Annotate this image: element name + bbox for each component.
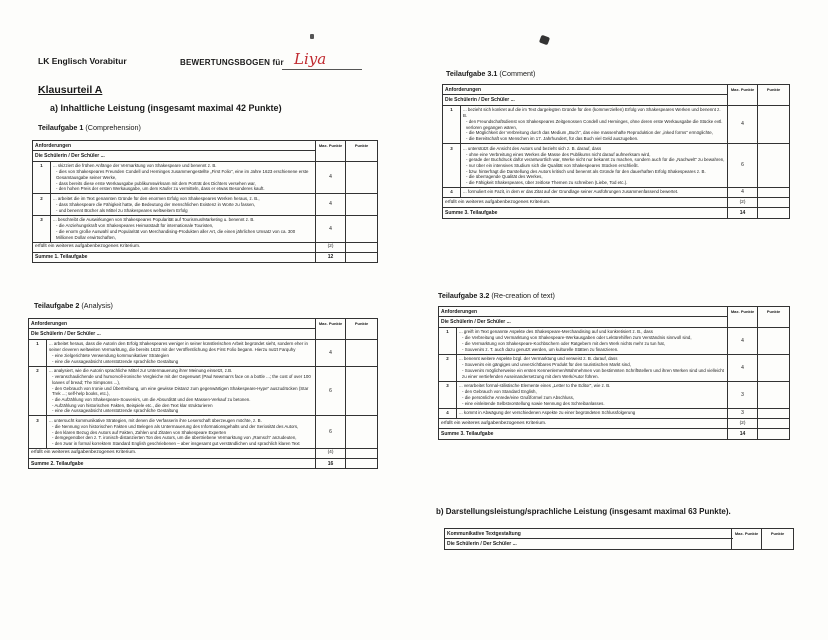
bullet-text: Aufzählung von historischen Fakten, Beispiele etc., die den Text klar strukturieren: [54, 402, 213, 408]
criterion-bullet: [53, 186, 313, 192]
criterion-bullet: [463, 180, 725, 186]
awarded-points-cell[interactable]: [758, 354, 790, 381]
extra-points-cell[interactable]: [758, 198, 790, 208]
bullet-text: den klaren Bezug des Autors auf Fakten, Zahlen und Zitaten von Shakespeare Experten: [54, 429, 227, 435]
bullet-dash: -: [466, 179, 469, 185]
criterion-lead: ... bezieht sich konkret auf die im Text dargelegten Gründe für den (kommerziellen) Erfolg von Shakespeares Werken und benennt z. B.: [463, 107, 721, 118]
extra-max: (2): [728, 419, 758, 429]
max-points: 3: [728, 408, 758, 418]
criterion-description: [47, 366, 316, 416]
max-points: 4: [316, 215, 346, 242]
section-b-title: b) Darstellungsleistung/sprachliche Leistung (insgesamt maximal 63 Punkte).: [436, 507, 731, 516]
bullet-text: eine einleitende Selbstvorstellung sowie Nennung des Schreibanlasses.: [464, 400, 605, 406]
bullet-dash: -: [56, 229, 59, 235]
bullet-text: die Verbreitung und Vermarktung von Shakespeare-Werkausgaben oder Lektürehilfen zum Verständnis sinnvoll sind,: [464, 335, 692, 341]
bullet-dash: -: [56, 223, 59, 229]
bullet-text: die Vermarktung von Shakespeare-Kochbüchern oder Ratgebern mit dem Werk nichts mehr zu tun hat,: [464, 341, 665, 347]
criterion-row: [29, 366, 378, 416]
points-header: Punkte: [758, 85, 790, 106]
sum-points-cell[interactable]: [346, 459, 378, 469]
awarded-points-cell[interactable]: [758, 381, 790, 408]
bullet-text: die Fähigkeit Shakespeares, über zeitlose Themen zu schreiben (Liebe, Tod etc.).: [468, 179, 628, 185]
criterion-lead: ... formuliert ein Fazit, in dem er das Zitat auf der Grundlage seiner Ausführungen zusammenfassend bewertet.: [463, 189, 679, 195]
task1-label-bold: Teilaufgabe 1: [38, 123, 84, 132]
criterion-row: [439, 381, 790, 408]
section-a-title: a) Inhaltliche Leistung (insgesamt maximal 42 Punkte): [50, 103, 282, 113]
extra-max: (2): [728, 198, 758, 208]
task1-rows: [33, 161, 378, 242]
sum-max: 14: [728, 429, 758, 439]
extra-criterion: erfüllt ein weiteres aufgabenbezogenes Kriterium.: [29, 448, 316, 458]
criterion-description: [461, 144, 728, 188]
bullet-text: dass Shakespeare die Fähigkeit hatte, die Bedeutung der menschlichen Existenz in Worte zu fassen,: [58, 202, 256, 208]
bullet-dash: -: [462, 389, 465, 395]
awarded-points-cell[interactable]: [758, 144, 790, 188]
bullet-dash: -: [466, 119, 469, 125]
bullet-text: dass bereits diese erste Werkausgabe publikumswirksam mit dem Porträt des Dichters versehen war,: [58, 180, 256, 186]
bullet-text: die überragende Qualität des Werkes,: [468, 174, 543, 180]
max-points: 3: [728, 381, 758, 408]
bullet-text: die Möglichkeit der Verbreitung durch das Medium „Buch", das eine massenhafte Reproduktion der „inked forms" ermöglichte,: [468, 130, 713, 136]
bullet-dash: -: [466, 151, 469, 157]
criterion-number: 4: [439, 408, 457, 418]
form-title: BEWERTUNGSBOGEN für: [180, 58, 284, 67]
req-header: Anforderungen: [29, 319, 316, 329]
bullet-text: die Bereitschaft von Menschen im 17. Jahrhundert, für das Buch viel Geld auszugeben.: [468, 135, 639, 141]
task1-label: [38, 123, 141, 132]
criterion-bullet: [459, 401, 725, 407]
bullet-dash: -: [52, 353, 55, 359]
criterion-number: 1: [33, 161, 51, 194]
bullet-dash: -: [466, 162, 469, 168]
extra-criterion: erfüllt ein weiteres aufgabenbezogenes Kriterium.: [33, 242, 316, 252]
task3-2-label-rest: (Re-creation of text): [489, 291, 555, 300]
criterion-lead: ... unterstützt die Ansicht des Autors und bezieht sich z. B. darauf, dass: [463, 145, 602, 151]
task3-1-label-rest: (Comment): [497, 69, 536, 78]
criterion-bullet: [49, 386, 313, 397]
criterion-row: [29, 339, 378, 366]
max-points: 4: [316, 161, 346, 194]
awarded-points-cell[interactable]: [758, 187, 790, 197]
criterion-lead: ... skizziert die frühen Anfänge der Vermarktung von Shakespeare und benennt z. B.: [53, 163, 217, 169]
student-header: Die Schülerin / Der Schüler ...: [443, 95, 728, 105]
criterion-row: [439, 354, 790, 381]
criterion-row: [443, 105, 790, 143]
task3-1-table: [442, 84, 790, 219]
criterion-lead: ... kommt in Abwägung der verschiedenen Aspekte zu einer begründeten Schlussfolgerung: [459, 410, 636, 416]
criterion-row: [29, 416, 378, 449]
req-header: Anforderungen: [443, 85, 728, 95]
bullet-dash: -: [52, 358, 55, 364]
criterion-description: [47, 339, 316, 366]
task3-2-rows: [439, 327, 790, 418]
student-header: Die Schülerin / Der Schüler ...: [33, 151, 316, 161]
criterion-number: 3: [33, 215, 51, 242]
bullet-dash: -: [52, 374, 55, 380]
bullet-text: gerade der Buchdruck dafür verantwortlich war, Werke nicht nur bekannt zu machen, sondern auch für die „Nachwelt" zu bewahren,: [468, 157, 725, 163]
max-points: 6: [728, 144, 758, 188]
criterion-row: [33, 194, 378, 215]
task2-rows: [29, 339, 378, 448]
bullet-dash: -: [52, 440, 55, 446]
criterion-bullet: [49, 408, 313, 414]
bullet-dash: -: [56, 186, 59, 192]
extra-max: (2): [316, 242, 346, 252]
awarded-points-cell[interactable]: [758, 105, 790, 143]
criterion-lead: ... benennt weitere Aspekte bzgl. der Vermarktung und verweist z. B. darauf, dass: [459, 356, 618, 362]
bullet-dash: -: [462, 346, 465, 352]
bullet-text: eine die Aussageabsicht unterstützende sprachliche Gestaltung: [54, 358, 179, 364]
bullet-dash: -: [466, 157, 469, 163]
bullet-text: den Gebrauch von Standard English,: [464, 389, 537, 395]
task3-1-rows: [443, 105, 790, 198]
sum-label: Summe 2. Teilaufgabe: [29, 459, 316, 469]
bullet-text: dies von Shakespeares Freunden Condell und Heminges zusammengestellte „First Folio", eine im Jahre 1623 erschienene erste Gesamtausgabe seiner Werke,: [56, 169, 309, 181]
criterion-lead: ... analysiert, wie die Autorin sprachliche Mittel zur Untermauerung ihrer Meinung einsetzt, z.B.: [49, 368, 233, 374]
student-header: Die Schülerin / Der Schüler ...: [439, 317, 728, 327]
task3-2-table: [438, 306, 790, 440]
criterion-description: [457, 408, 728, 418]
task1-label-rest: (Comprehension): [83, 123, 141, 132]
points-header: Punkte: [346, 141, 378, 162]
criterion-number: 2: [33, 194, 51, 215]
bullet-dash: -: [466, 168, 469, 174]
criterion-number: 2: [439, 354, 457, 381]
max-header: Max. Punkte: [732, 529, 762, 550]
criterion-number: 2: [29, 366, 47, 416]
criterion-bullet: [459, 347, 725, 353]
bullet-dash: -: [462, 400, 465, 406]
awarded-points-cell[interactable]: [346, 416, 378, 449]
criterion-lead: ... arbeitet heraus, dass die Autorin den Erfolg Shakespeares weniger in seiner künstlerischen Arbeit begründet sieht, sondern eher in seiner cleveren weltweiten Vermarktung, die bereits 1623 mit der Veröffentlichung des First Folio begann. Hierzu nutzt Farquhy: [49, 341, 308, 352]
bullet-dash: -: [52, 385, 55, 391]
bullet-dash: -: [462, 395, 465, 401]
criterion-description: [51, 161, 316, 194]
criterion-bullet: [53, 229, 313, 240]
bullet-dash: -: [52, 435, 55, 441]
extra-criterion: erfüllt ein weiteres aufgabenbezogenes Kriterium.: [443, 198, 728, 208]
bullet-dash: -: [462, 335, 465, 341]
max-header: Max. Punkte: [316, 319, 346, 340]
task3-2-label-bold: Teilaufgabe 3.2: [438, 291, 490, 300]
section-b-table: [444, 528, 794, 550]
awarded-points-cell[interactable]: [346, 366, 378, 416]
bullet-dash: -: [466, 130, 469, 136]
sum-points-cell[interactable]: [346, 252, 378, 262]
task2-label-rest: (Analysis): [79, 301, 113, 310]
bullet-dash: -: [56, 202, 59, 208]
criterion-number: 1: [439, 327, 457, 354]
criterion-description: [47, 416, 316, 449]
criterion-row: [439, 327, 790, 354]
bullet-text: die Anziehungskraft von Shakespeares Heimatstadt für internationale Touristen,: [58, 223, 214, 229]
klausur-title: Klausurteil A: [38, 84, 103, 96]
task1-table: [32, 140, 378, 263]
points-header: Punkte: [346, 319, 378, 340]
extra-criterion: erfüllt ein weiteres aufgabenbezogenes Kriterium.: [439, 419, 728, 429]
awarded-points-cell[interactable]: [758, 408, 790, 418]
extra-max: (4): [316, 448, 346, 458]
max-points: 4: [728, 105, 758, 143]
req-header: Anforderungen: [33, 141, 316, 151]
criterion-row: [443, 187, 790, 197]
bullet-dash: -: [52, 423, 55, 429]
sum-max: 14: [728, 208, 758, 218]
awarded-points-cell[interactable]: [346, 161, 378, 194]
sum-max: 16: [316, 459, 346, 469]
max-header: Max. Punkte: [316, 141, 346, 162]
bullet-text: den Freundschaftsdienst von Shakespeares Zeitgenossen Condell und Heminges, ohne deren erste Werkausgabe die Stücke evtl. verloren gegangen wären,: [466, 119, 723, 130]
max-points: 4: [728, 354, 758, 381]
criterion-number: 4: [443, 187, 461, 197]
bullet-text: den hohen Preis der ersten Werkausgabe, um dem Käufer zu vermitteln, dass er etwas Besonderes kauft.: [58, 186, 265, 192]
criterion-number: 3: [29, 416, 47, 449]
bullet-dash: -: [466, 174, 469, 180]
max-points: 4: [316, 194, 346, 215]
extra-points-cell[interactable]: [758, 419, 790, 429]
criterion-number: 3: [439, 381, 457, 408]
bullet-text: veranschaulichende und humorvoll-ironische Vergleiche mit der Gegenwart (Paul Newman's face on a bottle ...; the cost of over 100 loaves of bread; The Simpsons ...),: [52, 374, 311, 386]
req-header: Kommunikative Textgestaltung: [445, 529, 732, 539]
bullet-text: demgegenüber den z. T. ironisch-distanzierten Ton des Autors, um die übertriebene Vermarktung von „Ramsch" anzudeuten,: [54, 435, 297, 441]
criterion-description: [457, 327, 728, 354]
bullet-dash: -: [52, 402, 55, 408]
awarded-points-cell[interactable]: [758, 327, 790, 354]
bullet-dash: -: [466, 135, 469, 141]
max-header: Max. Punkte: [728, 307, 758, 328]
max-points: 6: [316, 416, 346, 449]
criterion-bullet: [49, 441, 313, 447]
criterion-bullet: [463, 119, 725, 130]
task3-1-label: [446, 69, 535, 78]
criterion-lead: ... untersucht kommunikative Strategien, mit denen die Verfasserin ihre Leserschaft überzeugen möchte, z. B.: [49, 417, 262, 423]
criterion-description: [461, 105, 728, 143]
max-points: 6: [316, 366, 346, 416]
criterion-description: [51, 194, 316, 215]
bullet-text: den Gebrauch von Ironie und Übertreibung, um eine gewisse Distanz zum gegenwärtigen Shakespeare-Hype" auszudrücken (Star Trek ...; self-help books, etc.),: [52, 385, 309, 397]
criterion-bullet: [53, 208, 313, 214]
course-name: LK Englisch Vorabitur: [38, 56, 127, 66]
bullet-dash: -: [56, 169, 59, 175]
criterion-row: [33, 161, 378, 194]
bullet-text: nur über ein intensives Studium sich die Qualität von Shakespeares Stücken erschließt.: [468, 162, 639, 168]
max-points: 4: [316, 339, 346, 366]
sum-label: Summe 3. Teilaufgabe: [439, 429, 728, 439]
bullet-dash: -: [56, 207, 59, 213]
points-header: Punkte: [762, 529, 794, 550]
bullet-dash: -: [52, 429, 55, 435]
bullet-dash: -: [52, 408, 55, 414]
student-name: Liya: [294, 50, 327, 68]
awarded-points-cell[interactable]: [346, 215, 378, 242]
bullet-text: Souvenirs möglicherweise ein ersten Kennenlernen/Wahrnehmen von bestimmten Schriftstellern und ihren Werken sind und vielleicht zu einer vertiefenden Auseinandersetzung mit dem Werk/Autor führen.: [462, 368, 724, 379]
sum-label: Summe 3. Teilaufgabe: [443, 208, 728, 218]
student-name-field: [282, 48, 362, 70]
right-page: [414, 0, 828, 640]
bullet-dash: -: [56, 180, 59, 186]
criterion-description: [51, 215, 316, 242]
extra-points-cell[interactable]: [346, 242, 378, 252]
task2-label-bold: Teilaufgabe 2: [34, 301, 80, 310]
task3-2-label: [438, 291, 555, 300]
student-header: Die Schülerin / Der Schüler ...: [29, 329, 316, 339]
criterion-number: 3: [443, 144, 461, 188]
criterion-lead: ... verarbeitet formal-stilistische Elemente eines „Letter to the Editor", wie z. B.: [459, 383, 611, 389]
req-header: Anforderungen: [439, 307, 728, 317]
criterion-bullet: [53, 169, 313, 180]
criterion-bullet: [49, 374, 313, 385]
criterion-bullet: [49, 359, 313, 365]
bullet-text: und benennt Bücher als Mittel zu Shakespeares weltweitem Erfolg: [58, 207, 188, 213]
criterion-description: [457, 381, 728, 408]
bullet-text: Souvenirs z. T. auch dazu genutzt werden, um kulturelle Stätten zu finanzieren.: [464, 346, 619, 352]
student-header: Die Schülerin / Der Schüler ...: [445, 539, 732, 549]
bullet-text: die persönliche Anrede/eine Grußformel zum Abschluss,: [464, 395, 575, 401]
bullet-text: ohne eine Verbreitung eines Werkes die Masse des Publikums nicht darauf aufmerksam wird,: [468, 151, 651, 157]
criterion-row: [443, 144, 790, 188]
bullet-text: bzw. hinterfragt die Darstellung des Autors kritisch und benennt als Gründe für den dauerhaften Erfolg Shakespeares z. B.: [468, 168, 706, 174]
criterion-row: [439, 408, 790, 418]
bullet-dash: -: [462, 362, 465, 368]
criterion-description: [457, 354, 728, 381]
bullet-text: die Nennung von historischen Fakten und Belegen als Untermauerung des Informationsgehalts und der Seriosität des Autors,: [54, 423, 299, 429]
criterion-lead: ... arbeitet die im Text genannten Gründe für den enormen Erfolg von Shakespeares Werken heraus, z. B.,: [53, 195, 260, 201]
criterion-lead: ... beschreibt die Auswirkungen von Shakespeares Popularität auf Tourismus/Marketing u. benennt z. B.: [53, 217, 255, 223]
criterion-number: 1: [29, 339, 47, 366]
awarded-points-cell[interactable]: [346, 339, 378, 366]
max-header: Max. Punkte: [728, 85, 758, 106]
max-points: 4: [728, 187, 758, 197]
bullet-text: die enorm große Auswahl und Popularität von Merchandising-Produkten aller Art, die einen jährlichen Umsatz von ca. 300 Millionen Dollar erwirtschaften,: [56, 229, 296, 240]
task3-1-label-bold: Teilaufgabe 3.1: [446, 69, 498, 78]
extra-points-cell[interactable]: [346, 448, 378, 458]
bullet-dash: -: [52, 396, 55, 402]
sum-max: 12: [316, 252, 346, 262]
bullet-text: Souvenirs ein gängiges und unverzichtbares Produkt für den touristischen Markt sind,: [464, 362, 631, 368]
sum-points-cell[interactable]: [758, 429, 790, 439]
task2-label: [34, 301, 113, 310]
bullet-text: eine die Aussageabsicht unterstützende sprachliche Gestaltung: [54, 408, 179, 414]
bullet-text: den zwar in formal korrektem Standard English geschriebenen – aber insgesamt gut verständlichen und sprachlich klaren Text: [54, 440, 300, 446]
task2-table: [28, 318, 378, 469]
bullet-text: die Aufzählung von Shakespeare-Souvenirs, um die Absurdität und den Massen-Verkauf zu betonen.: [54, 396, 251, 402]
bullet-dash: -: [462, 368, 465, 374]
bullet-text: eine zielgerichtete Verwendung kommunikativer Strategien: [54, 353, 169, 359]
criterion-number: 1: [443, 105, 461, 143]
criterion-bullet: [463, 136, 725, 142]
points-header: Punkte: [758, 307, 790, 328]
sum-points-cell[interactable]: [758, 208, 790, 218]
criterion-bullet: [459, 368, 725, 379]
criterion-description: [461, 187, 728, 197]
criterion-row: [33, 215, 378, 242]
sum-label: Summe 1. Teilaufgabe: [33, 252, 316, 262]
criterion-lead: ... greift im Text genannte Aspekte des Shakespeare-Merchandising auf und konkretisiert z. B., dass: [459, 329, 653, 335]
max-points: 4: [728, 327, 758, 354]
bullet-dash: -: [462, 341, 465, 347]
awarded-points-cell[interactable]: [346, 194, 378, 215]
